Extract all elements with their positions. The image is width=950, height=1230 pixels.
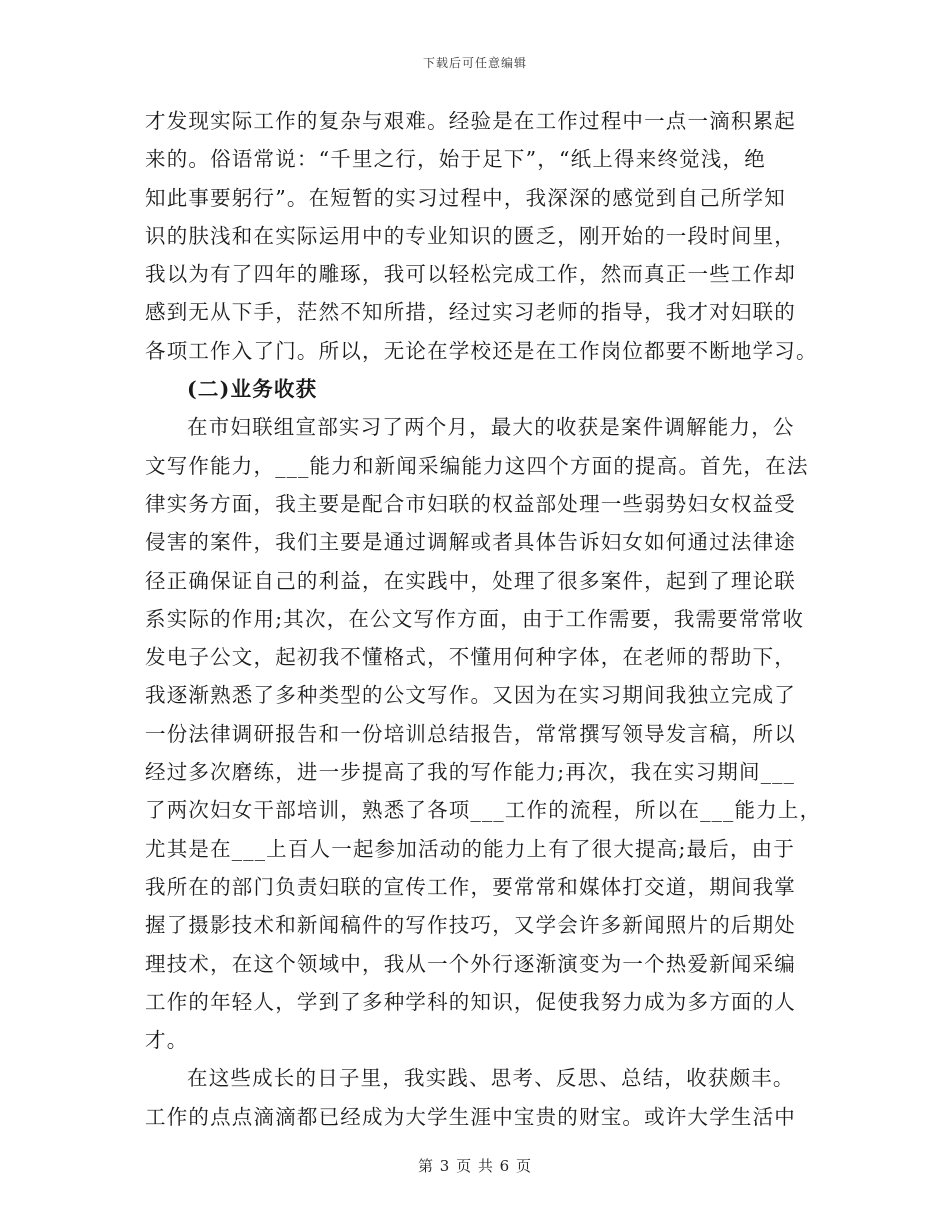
paragraph-line: 一份法律调研报告和一份培训总结报告，常常撰写领导发言稿，所以 — [145, 721, 796, 746]
paragraph-line: 识的肤浅和在实际运用中的专业知识的匮乏，刚开始的一段时间里， — [145, 223, 796, 248]
paragraph-line: 来的。俗语常说：“千里之行，始于足下”，“纸上得来终觉浅，绝 — [145, 147, 766, 172]
paragraph-line: 感到无从下手，茫然不知所措，经过实习老师的指导，我才对妇联的 — [145, 300, 796, 325]
page-header: 下载后可任意编辑 — [422, 56, 527, 70]
paragraph-line: 我以为有了四年的雕琢，我可以轻松完成工作，然而真正一些工作却 — [145, 262, 796, 287]
paragraph-line: 知此事要躬行”。在短暂的实习过程中，我深深的感觉到自己所学知 — [145, 185, 786, 210]
paragraph-line: 才发现实际工作的复杂与艰难。经验是在工作过程中一点一滴积累起 — [145, 109, 796, 133]
paragraph-line: 在这些成长的日子里，我实践、思考、反思、总结，收获颇丰。 — [187, 1066, 795, 1091]
paragraph-line: 文写作能力，___能力和新闻采编能力这四个方面的提高。首先，在法 — [145, 453, 809, 478]
paragraph-line: 尤其是在___上百人一起参加活动的能力上有了很大提高;最后，由于 — [145, 836, 796, 861]
paragraph-line: 在市妇联组宣部实习了两个月，最大的收获是案件调解能力，公 — [187, 415, 795, 440]
paragraph-line: 工作的点点滴滴都已经成为大学生涯中宝贵的财宝。或许大学生活中 — [145, 1104, 796, 1129]
paragraph-line: 才。 — [145, 1028, 189, 1053]
document-body — [145, 102, 822, 1136]
paragraph-line: 系实际的作用;其次，在公文写作方面，由于工作需要，我需要常常收 — [145, 606, 805, 631]
paragraph-line: 了两次妇女干部培训，熟悉了各项___工作的流程，所以在___能力上， — [145, 798, 822, 823]
paragraph-line: 经过多次磨练，进一步提高了我的写作能力;再次，我在实习期间___ — [145, 760, 796, 785]
page-footer: 第 3 页 共 6 页 — [418, 1157, 532, 1175]
section-heading: (二)业务收获 — [187, 377, 318, 402]
paragraph-line: 理技术，在这个领域中，我从一个外行逐渐演变为一个热爱新闻采编 — [145, 951, 796, 976]
paragraph-line: 各项工作入了门。所以，无论在学校还是在工作岗位都要不断地学习。 — [145, 338, 818, 363]
paragraph-line: 工作的年轻人，学到了多种学科的知识，促使我努力成为多方面的人 — [145, 989, 796, 1014]
paragraph-line: 律实务方面，我主要是配合市妇联的权益部处理一些弱势妇女权益受 — [145, 491, 796, 516]
paragraph-line: 我逐渐熟悉了多种类型的公文写作。又因为在实习期间我独立完成了 — [145, 683, 796, 708]
paragraph-line: 我所在的部门负责妇联的宣传工作，要常常和媒体打交道，期间我掌 — [145, 874, 796, 899]
paragraph-line: 径正确保证自己的利益，在实践中，处理了很多案件，起到了理论联 — [145, 568, 796, 593]
paragraph-line: 侵害的案件，我们主要是通过调解或者具体告诉妇女如何通过法律途 — [145, 530, 796, 555]
paragraph-line: 握了摄影技术和新闻稿件的写作技巧，又学会许多新闻照片的后期处 — [145, 913, 796, 938]
paragraph-line: 发电子公文，起初我不懂格式，不懂用何种字体，在老师的帮助下， — [145, 645, 796, 670]
